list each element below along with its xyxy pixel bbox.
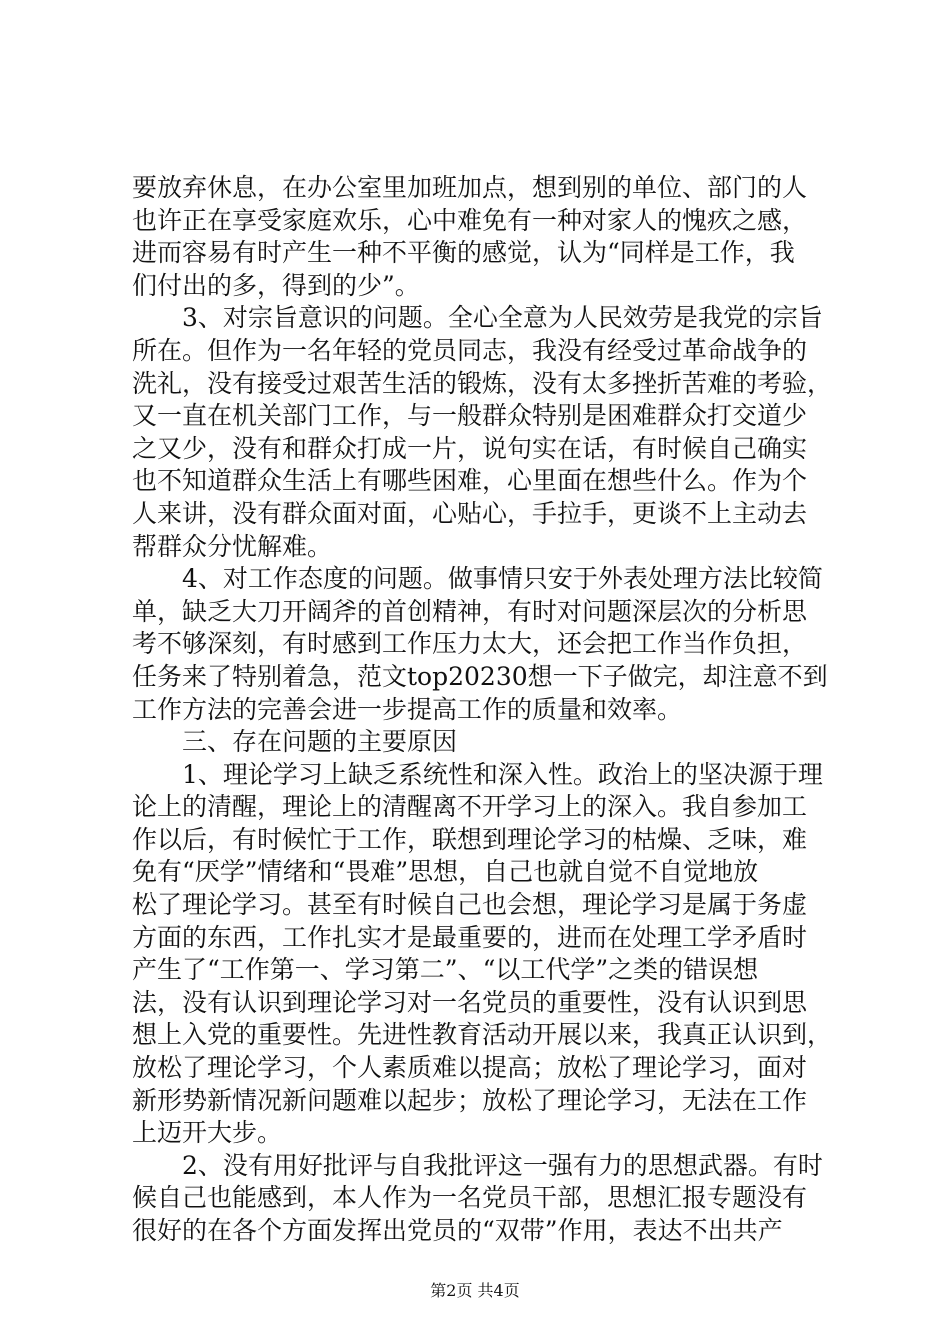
text-line: 4、对工作态度的问题。做事情只安于外表处理方法比较简: [182, 564, 823, 594]
text-line: 考不够深刻，有时感到工作压力太大，还会把工作当作负担，: [132, 629, 808, 659]
text-line: 方面的东西，工作扎实才是最重要的，进而在处理工学矛盾时: [132, 922, 808, 952]
text-line: 又一直在机关部门工作，与一般群众特别是困难群众打交道少: [132, 401, 808, 431]
text-line: 想上入党的重要性。先进性教育活动开展以来，我真正认识到，: [132, 1020, 833, 1050]
text-line: 论上的清醒，理论上的清醒离不开学习上的深入。我自参加工: [132, 792, 808, 822]
text-line: 法，没有认识到理论学习对一名党员的重要性，没有认识到思: [132, 987, 808, 1017]
document-body: [132, 172, 834, 1248]
text-line: 帮群众分忧解难。: [132, 531, 333, 561]
text-line: 3、对宗旨意识的问题。全心全意为人民效劳是我党的宗旨: [182, 303, 823, 333]
text-line: 们付出的多，得到的少”。: [132, 270, 420, 300]
text-line: 候自己也能感到，本人作为一名党员干部，思想汇报专题没有: [132, 1183, 808, 1213]
text-line: 要放弃休息，在办公室里加班加点，想到别的单位、部门的人: [132, 173, 808, 202]
text-line: 所在。但作为一名年轻的党员同志，我没有经受过革命战争的: [132, 335, 808, 365]
text-line: 之又少，没有和群众打成一片，说句实在话，有时候自己确实: [132, 433, 808, 463]
text-line: 产生了“工作第一、学习第二”、“以工代学”之类的错误想: [132, 955, 759, 985]
text-line: 新形势新情况新问题难以起步；放松了理论学习，无法在工作: [132, 1085, 808, 1115]
text-line: 人来讲，没有群众面对面，心贴心，手拉手，更谈不上主动去: [132, 498, 808, 528]
text-line: 进而容易有时产生一种不平衡的感觉，认为“同样是工作，我: [132, 238, 795, 268]
text-line: 很好的在各个方面发挥出党员的“双带”作用，表达不出共产: [132, 1216, 783, 1245]
text-line: 放松了理论学习，个人素质难以提高；放松了理论学习，面对: [132, 1053, 808, 1083]
text-line: 任务来了特别着急，范文top20230想一下子做完，却注意不到: [132, 661, 828, 691]
page-footer: 第2页 共4页: [430, 1281, 520, 1300]
text-line: 洗礼，没有接受过艰苦生活的锻炼，没有太多挫折苦难的考验，: [132, 368, 833, 398]
text-line: 三、存在问题的主要原因: [182, 727, 458, 757]
text-line: 1、理论学习上缺乏系统性和深入性。政治上的坚决源于理: [182, 759, 823, 789]
text-line: 工作方法的完善会进一步提高工作的质量和效率。: [132, 694, 683, 724]
text-line: 免有“厌学”情绪和“畏难”思想，自己也就自觉不自觉地放: [132, 857, 759, 887]
text-line: 作以后，有时候忙于工作，联想到理论学习的枯燥、乏味，难: [132, 824, 808, 854]
text-line: 也许正在享受家庭欢乐，心中难免有一种对家人的愧疚之感，: [132, 205, 808, 235]
text-line: 上迈开大步。: [132, 1118, 283, 1148]
text-line: 也不知道群众生活上有哪些困难，心里面在想些什么。作为个: [132, 466, 808, 496]
text-line: 松了理论学习。甚至有时候自己也会想，理论学习是属于务虚: [132, 890, 808, 920]
text-line: 单，缺乏大刀开阔斧的首创精神，有时对问题深层次的分析思: [132, 596, 808, 626]
text-line: 2、没有用好批评与自我批评这一强有力的思想武器。有时: [182, 1150, 823, 1180]
